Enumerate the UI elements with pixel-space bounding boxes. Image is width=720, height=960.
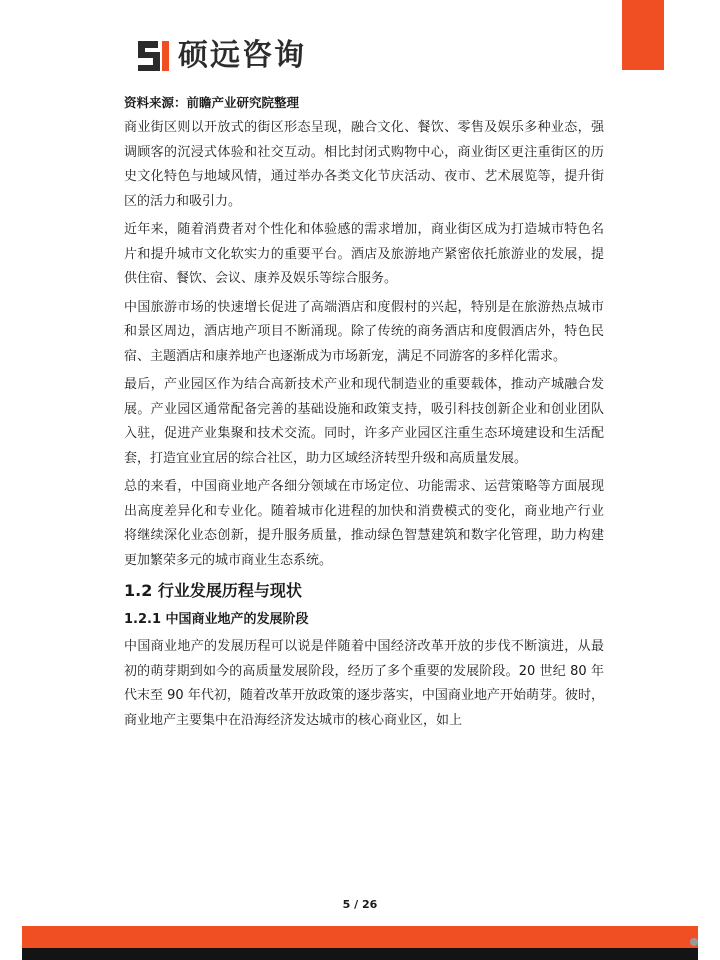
scroll-indicator[interactable] [690, 938, 698, 946]
sy-logo-icon [136, 38, 172, 74]
section-heading: 1.2 行业发展历程与现状 [124, 581, 302, 600]
paragraph: 总的来看，中国商业地产各细分领域在市场定位、功能需求、运营策略等方面展现出高度差异化和专业化。随着城市化进程的加快和消费模式的变化，商业地产行业将继续深化业态创新，提升服务质量，推动绿色智慧建筑和数字化管理，助力构建更加繁荣多元的城市商业生态系统。 [124, 479, 604, 568]
source-note: 资料来源：前瞻产业研究院整理 [124, 95, 300, 110]
page-number: 5 / 26 [342, 898, 378, 911]
paragraph: 最后，产业园区作为结合高新技术产业和现代制造业的重要载体，推动产城融合发展。产业园区通常配备完善的基础设施和政策支持，吸引科技创新企业和创业团队入驻，促进产业集聚和技术交流。同时，许多产业园区注重生态环境建设和生活配套，打造宜业宜居的综合社区，助力区域经济转型升级和高质量发展。 [124, 377, 604, 466]
paragraph: 中国旅游市场的快速增长促进了高端酒店和度假村的兴起，特别是在旅游热点城市和景区周边，酒店地产项目不断涌现。除了传统的商务酒店和度假酒店外，特色民宿、主题酒店和康养地产也逐渐成为市场新宠，满足不同游客的多样化需求。 [124, 299, 604, 364]
header-accent-tab [622, 0, 664, 70]
paragraph: 商业街区则以开放式的街区形态呈现，融合文化、餐饮、零售及娱乐多种业态，强调顾客的沉浸式体验和社交互动。相比封闭式购物中心，商业街区更注重街区的历史文化特色与地域风情，通过举办各类文化节庆活动、夜市、艺术展览等，提升街区的活力和吸引力。 [124, 120, 604, 209]
paragraph: 中国商业地产的发展历程可以说是伴随着中国经济改革开放的步伐不断演进，从最初的萌芽期到如今的高质量发展阶段，经历了多个重要的发展阶段。20 世纪 80 年代末至 90 年代初，随着改革开放政策的逐步落实，中国商业地产开始萌芽。彼时，商业地产主要集中在沿海经济发达城市的核心商业区，如上 [124, 639, 604, 728]
footer-dark-strip [22, 948, 698, 960]
company-logo [136, 38, 306, 74]
paragraph: 近年来，随着消费者对个性化和体验感的需求增加，商业街区成为打造城市特色名片和提升城市文化软实力的重要平台。酒店及旅游地产紧密依托旅游业的发展，提供住宿、餐饮、会议、康养及娱乐等综合服务。 [124, 222, 604, 286]
logo-text: 硕远咨询 [178, 38, 306, 73]
document-body [124, 92, 604, 737]
subsection-heading: 1.2.1 中国商业地产的发展阶段 [124, 612, 309, 627]
